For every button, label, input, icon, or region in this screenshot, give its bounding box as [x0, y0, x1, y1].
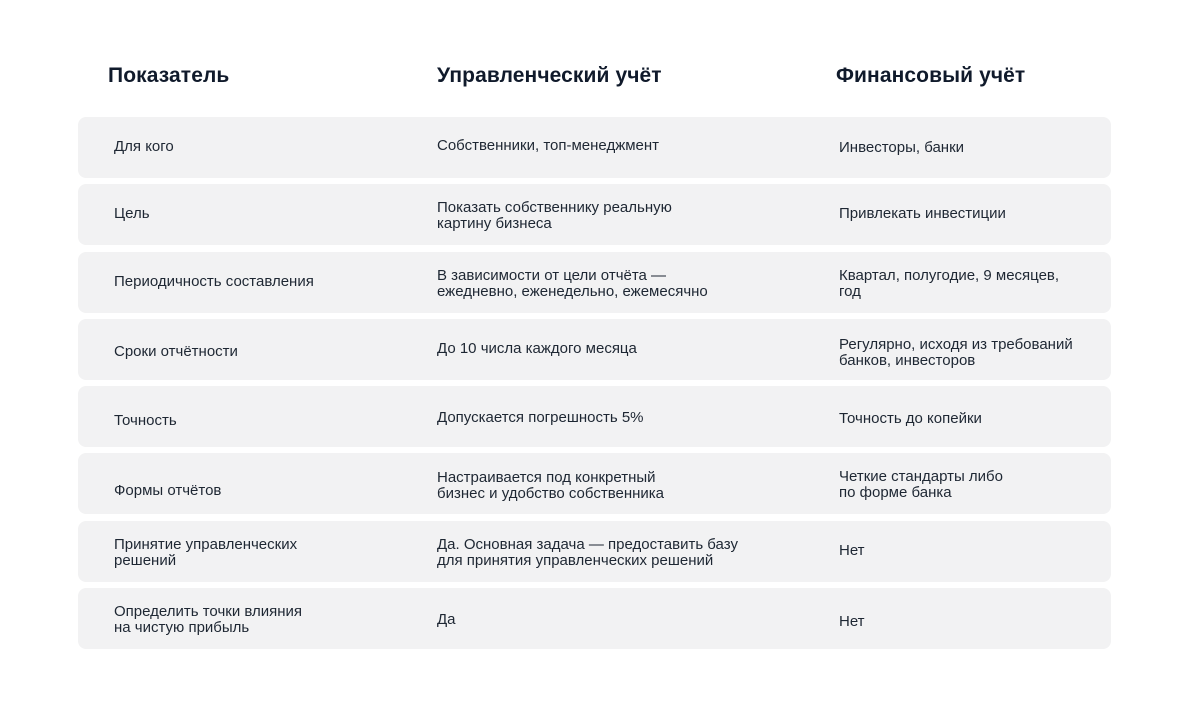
table-row	[78, 184, 1111, 245]
cell-line: картину бизнеса	[437, 215, 552, 233]
cell-line: Для кого	[114, 138, 174, 155]
cell-line: ежедневно, еженедельно, ежемесячно	[437, 282, 708, 300]
cell-line: Периодичность составления	[114, 272, 314, 290]
table-header	[0, 64, 1200, 94]
cell-line: решений	[114, 551, 177, 569]
cell-line: Четкие стандарты либо	[839, 468, 1003, 486]
cell-line: банков, инвесторов	[839, 351, 976, 369]
management-cell	[437, 341, 767, 357]
cell-line: Показать собственнику реальную	[437, 199, 672, 217]
table-row	[78, 117, 1111, 178]
indicator-cell	[114, 274, 394, 290]
cell-line: Да	[437, 611, 456, 629]
table-row	[78, 386, 1111, 447]
management-cell	[437, 612, 767, 628]
indicator-cell	[114, 139, 394, 155]
financial-cell	[839, 543, 1089, 559]
cell-line: В зависимости от цели отчёта —	[437, 266, 667, 284]
cell-line: Привлекать инвестиции	[839, 205, 1006, 223]
cell-line: Точность до копейки	[839, 410, 982, 428]
management-cell	[437, 410, 767, 426]
cell-line: Да. Основная задача — предоставить базу	[437, 535, 738, 553]
cell-line: Нет	[839, 541, 865, 559]
cell-line: Допускается погрешность 5%	[437, 409, 644, 427]
cell-line: До 10 числа каждого месяца	[437, 339, 637, 357]
indicator-cell	[114, 413, 394, 429]
header-indicator: Показатель	[108, 64, 230, 87]
management-cell	[437, 268, 767, 300]
cell-line: Инвесторы, банки	[839, 139, 965, 156]
financial-cell	[839, 614, 1089, 630]
management-cell	[437, 200, 767, 232]
table-row	[78, 453, 1111, 514]
cell-line: Цель	[114, 205, 150, 223]
header-financial-accounting: Финансовый учёт	[836, 64, 1026, 87]
table-row	[78, 252, 1111, 313]
cell-line: Собственники, топ-менеджмент	[437, 137, 660, 154]
cell-line: на чистую прибыль	[114, 619, 250, 637]
management-cell	[437, 470, 767, 502]
table-row	[78, 521, 1111, 582]
table-body	[78, 117, 1111, 655]
cell-line: Настраивается под конкретный	[437, 469, 656, 487]
cell-line: год	[839, 282, 861, 300]
cell-line: Принятие управленческих	[114, 535, 298, 553]
financial-cell	[839, 337, 1089, 369]
indicator-cell	[114, 604, 394, 636]
financial-cell	[839, 140, 1089, 156]
indicator-cell	[114, 206, 394, 222]
cell-line: по форме банка	[839, 484, 952, 502]
financial-cell	[839, 268, 1089, 300]
cell-line: Формы отчётов	[114, 482, 222, 500]
cell-line: Определить точки влияния	[114, 603, 303, 621]
financial-cell	[839, 206, 1089, 222]
indicator-cell	[114, 344, 394, 360]
cell-line: Сроки отчётности	[114, 342, 238, 360]
cell-line: Квартал, полугодие, 9 месяцев,	[839, 266, 1060, 284]
cell-line: Точность	[114, 412, 177, 430]
financial-cell	[839, 411, 1089, 427]
indicator-cell	[114, 537, 394, 569]
financial-cell	[839, 469, 1089, 501]
header-management-accounting: Управленческий учёт	[437, 64, 662, 87]
cell-line: для принятия управленческих решений	[437, 551, 714, 569]
cell-line: Регулярно, исходя из требований	[839, 335, 1073, 353]
management-cell	[437, 537, 767, 569]
cell-line: Нет	[839, 613, 865, 631]
management-cell	[437, 138, 767, 154]
indicator-cell	[114, 483, 394, 499]
cell-line: бизнес и удобство собственника	[437, 485, 665, 503]
table-row	[78, 588, 1111, 649]
table-row	[78, 319, 1111, 380]
